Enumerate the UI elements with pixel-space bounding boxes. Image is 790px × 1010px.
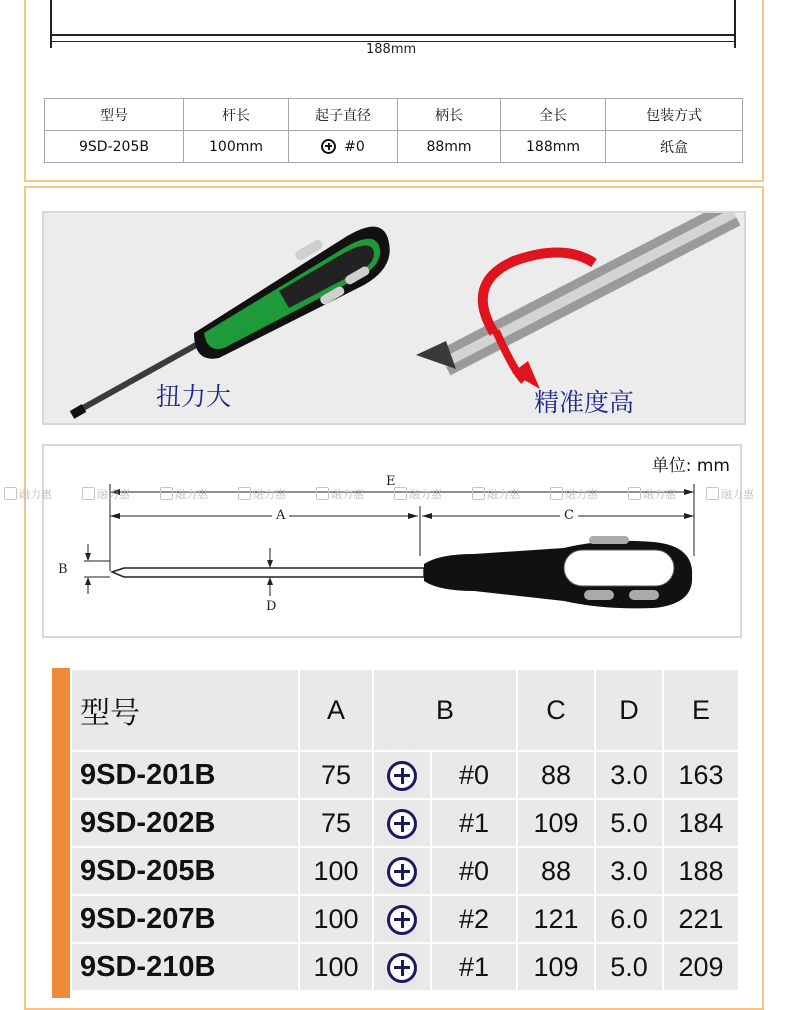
watermark-strip [4, 486, 776, 502]
orange-accent-bar [52, 668, 70, 998]
flat-tip-icon [72, 408, 84, 415]
label-c: C [560, 508, 578, 523]
table-row [71, 895, 739, 943]
phillips-icon [387, 857, 417, 887]
header-b: B [373, 669, 517, 751]
row-a: 75 [299, 799, 373, 847]
row-tip: #1 [431, 943, 517, 991]
table-row [71, 799, 739, 847]
row-model: 9SD-205B [71, 847, 299, 895]
spec-header-shaft: 杆长 [184, 99, 289, 131]
row-d: 3.0 [595, 751, 663, 799]
watermark-9: 融力惠 [628, 486, 706, 502]
row-a: 100 [299, 847, 373, 895]
table-row [71, 943, 739, 991]
row-tip: #2 [431, 895, 517, 943]
label-a: A [272, 508, 289, 523]
row-tip: #0 [431, 847, 517, 895]
row-a: 100 [299, 895, 373, 943]
phillips-icon [387, 905, 417, 935]
spec-tip [289, 131, 398, 163]
dimension-box-bottom [50, 34, 736, 36]
diagram-shaft [112, 568, 424, 577]
row-c: 88 [517, 847, 595, 895]
spec-header-packaging: 包装方式 [606, 99, 743, 131]
watermark-3: 融力惠 [160, 486, 238, 502]
spec-model: 9SD-205B [45, 131, 184, 163]
row-model: 9SD-210B [71, 943, 299, 991]
watermark-10: 融力惠 [706, 486, 776, 502]
model-table-wrap [52, 668, 740, 998]
spec-table-row [45, 131, 743, 163]
row-tip-icon [373, 847, 431, 895]
phillips-icon [387, 761, 417, 791]
row-d: 5.0 [595, 799, 663, 847]
row-tip: #0 [431, 751, 517, 799]
label-d: D [266, 599, 277, 614]
watermark-2: 融力惠 [82, 486, 160, 502]
header-e: E [663, 669, 739, 751]
row-c: 109 [517, 799, 595, 847]
caption-precision: 精准度高 [534, 388, 635, 417]
watermark-7: 融力惠 [472, 486, 550, 502]
row-d: 6.0 [595, 895, 663, 943]
row-c: 88 [517, 751, 595, 799]
model-table [70, 668, 740, 992]
row-a: 100 [299, 943, 373, 991]
header-model: 型号 [71, 669, 299, 751]
top-panel [24, 0, 764, 182]
spec-total: 188mm [501, 131, 606, 163]
table-row [71, 847, 739, 895]
watermark-8: 融力惠 [550, 486, 628, 502]
row-c: 109 [517, 943, 595, 991]
row-tip-icon [373, 895, 431, 943]
watermark-6: 融力惠 [394, 486, 472, 502]
caption-torque: 扭力大 [156, 382, 232, 411]
spec-table [44, 98, 743, 163]
feature-illustration [44, 213, 744, 423]
watermark-1: 融力惠 [4, 486, 82, 502]
row-e: 221 [663, 895, 739, 943]
row-model: 9SD-202B [71, 799, 299, 847]
row-d: 5.0 [595, 943, 663, 991]
row-a: 75 [299, 751, 373, 799]
header-d: D [595, 669, 663, 751]
spec-header-total: 全长 [501, 99, 606, 131]
row-tip-icon [373, 751, 431, 799]
total-length-label: 188mm [366, 42, 417, 57]
header-c: C [517, 669, 595, 751]
row-e: 184 [663, 799, 739, 847]
label-e: E [386, 474, 396, 489]
model-table-header [71, 669, 739, 751]
phillips-icon [387, 953, 417, 983]
row-tip-icon [373, 943, 431, 991]
feature-image [42, 211, 746, 425]
row-e: 163 [663, 751, 739, 799]
row-e: 209 [663, 943, 739, 991]
spec-packaging: 纸盒 [606, 131, 743, 163]
row-tip: #1 [431, 799, 517, 847]
spec-table-header [45, 99, 743, 131]
spec-tip-size: #0 [344, 138, 365, 155]
phillips-icon [321, 139, 336, 154]
phillips-icon [387, 809, 417, 839]
spec-handle: 88mm [398, 131, 501, 163]
label-b: B [58, 562, 68, 577]
row-d: 3.0 [595, 847, 663, 895]
row-model: 9SD-207B [71, 895, 299, 943]
watermark-5: 融力惠 [316, 486, 394, 502]
watermark-4: 融力惠 [238, 486, 316, 502]
spec-header-tip: 起子直径 [289, 99, 398, 131]
row-c: 121 [517, 895, 595, 943]
header-a: A [299, 669, 373, 751]
row-e: 188 [663, 847, 739, 895]
table-row [71, 751, 739, 799]
spec-shaft: 100mm [184, 131, 289, 163]
spec-header-handle: 柄长 [398, 99, 501, 131]
unit-label: 单位: mm [651, 456, 730, 476]
spec-header-model: 型号 [45, 99, 184, 131]
row-model: 9SD-201B [71, 751, 299, 799]
row-tip-icon [373, 799, 431, 847]
dimension-diagram [42, 444, 742, 638]
